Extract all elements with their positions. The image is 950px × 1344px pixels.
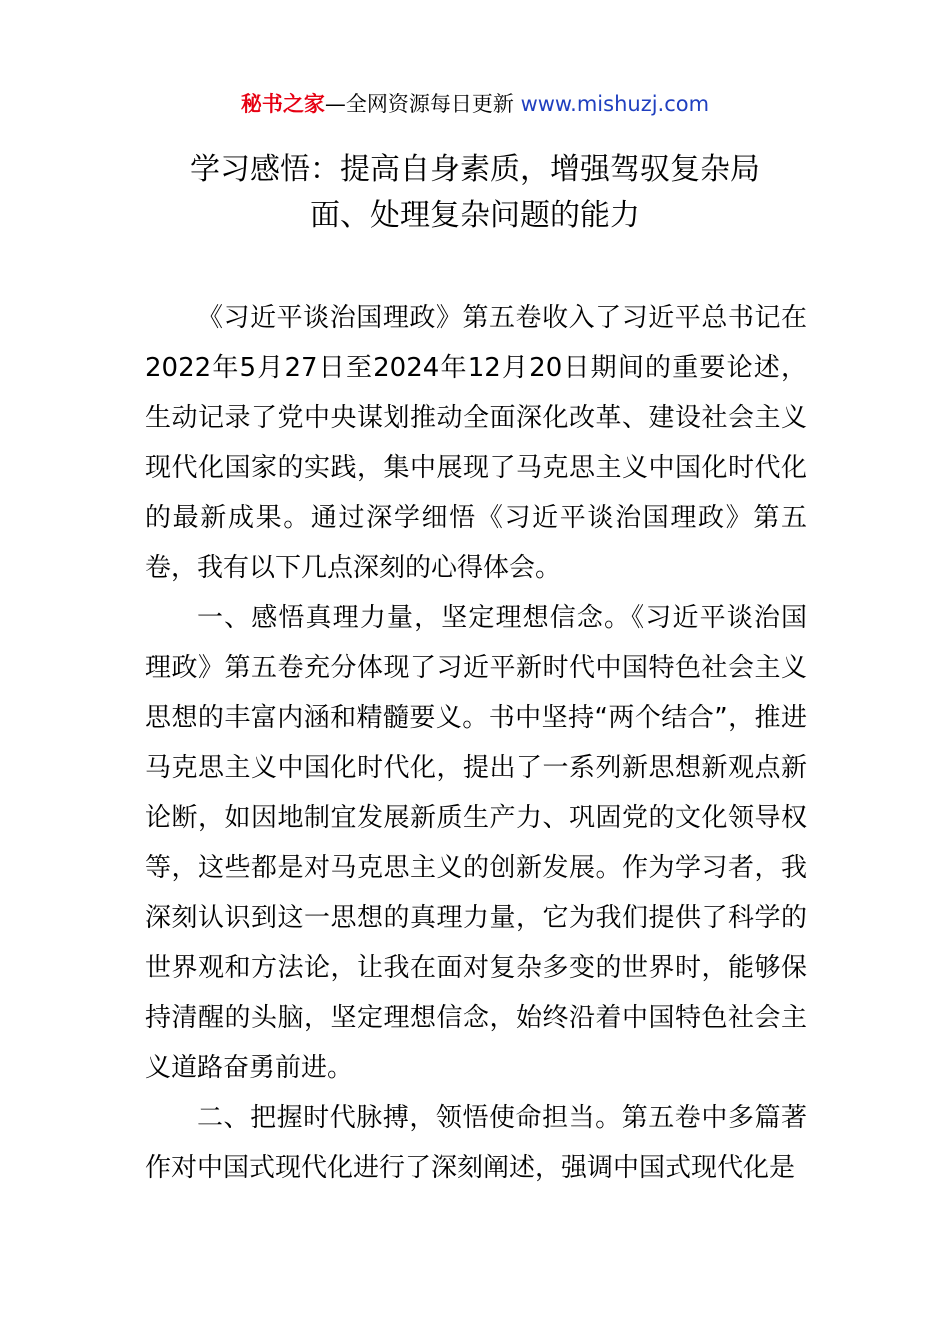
paragraph-section-1: 一、感悟真理力量，坚定理想信念。《习近平谈治国理政》第五卷充分体现了习近平新时代中国特色社会主义思想的丰富内涵和精髓要义。书中坚持“两个结合”，推进马克思主义中国化时代化，提出了一系列新思想新观点新论断，如因地制宜发展新质生产力、巩固党的文化领导权等，这些都是对马克思主义的创新发展。作为学习者，我深刻认识到这一思想的真理力量，它为我们提供了科学的世界观和方法论，让我在面对复杂多变的世界时，能够保持清醒的头脑，坚定理想信念，始终沿着中国特色社会主义道路奋勇前进。 (145, 603, 807, 1083)
title-line-1: 学习感悟：提高自身素质，增强驾驭复杂局 (190, 152, 760, 187)
paragraph-section-2: 二、把握时代脉搏，领悟使命担当。第五卷中多篇著作对中国式现代化进行了深刻阐述，强调中国式现代化是 (145, 1103, 807, 1183)
paragraph-intro: 《习近平谈治国理政》第五卷收入了习近平总书记在2022年5月27日至2024年12月20日期间的重要论述，生动记录了党中央谋划推动全面深化改革、建设社会主义现代化国家的实践，集中展现了马克思主义中国化时代化的最新成果。通过深学细悟《习近平谈治国理政》第五卷，我有以下几点深刻的心得体会。 (145, 303, 807, 583)
site-url-link[interactable]: www.mishuzj.com (520, 92, 710, 116)
title-line-2: 面、处理复杂问题的能力 (310, 198, 640, 233)
site-tagline: —全网资源每日更新 (324, 92, 521, 116)
document-body (145, 293, 807, 1193)
document-title (0, 147, 950, 239)
site-header (0, 88, 950, 120)
brand-name: 秘书之家 (240, 92, 325, 116)
